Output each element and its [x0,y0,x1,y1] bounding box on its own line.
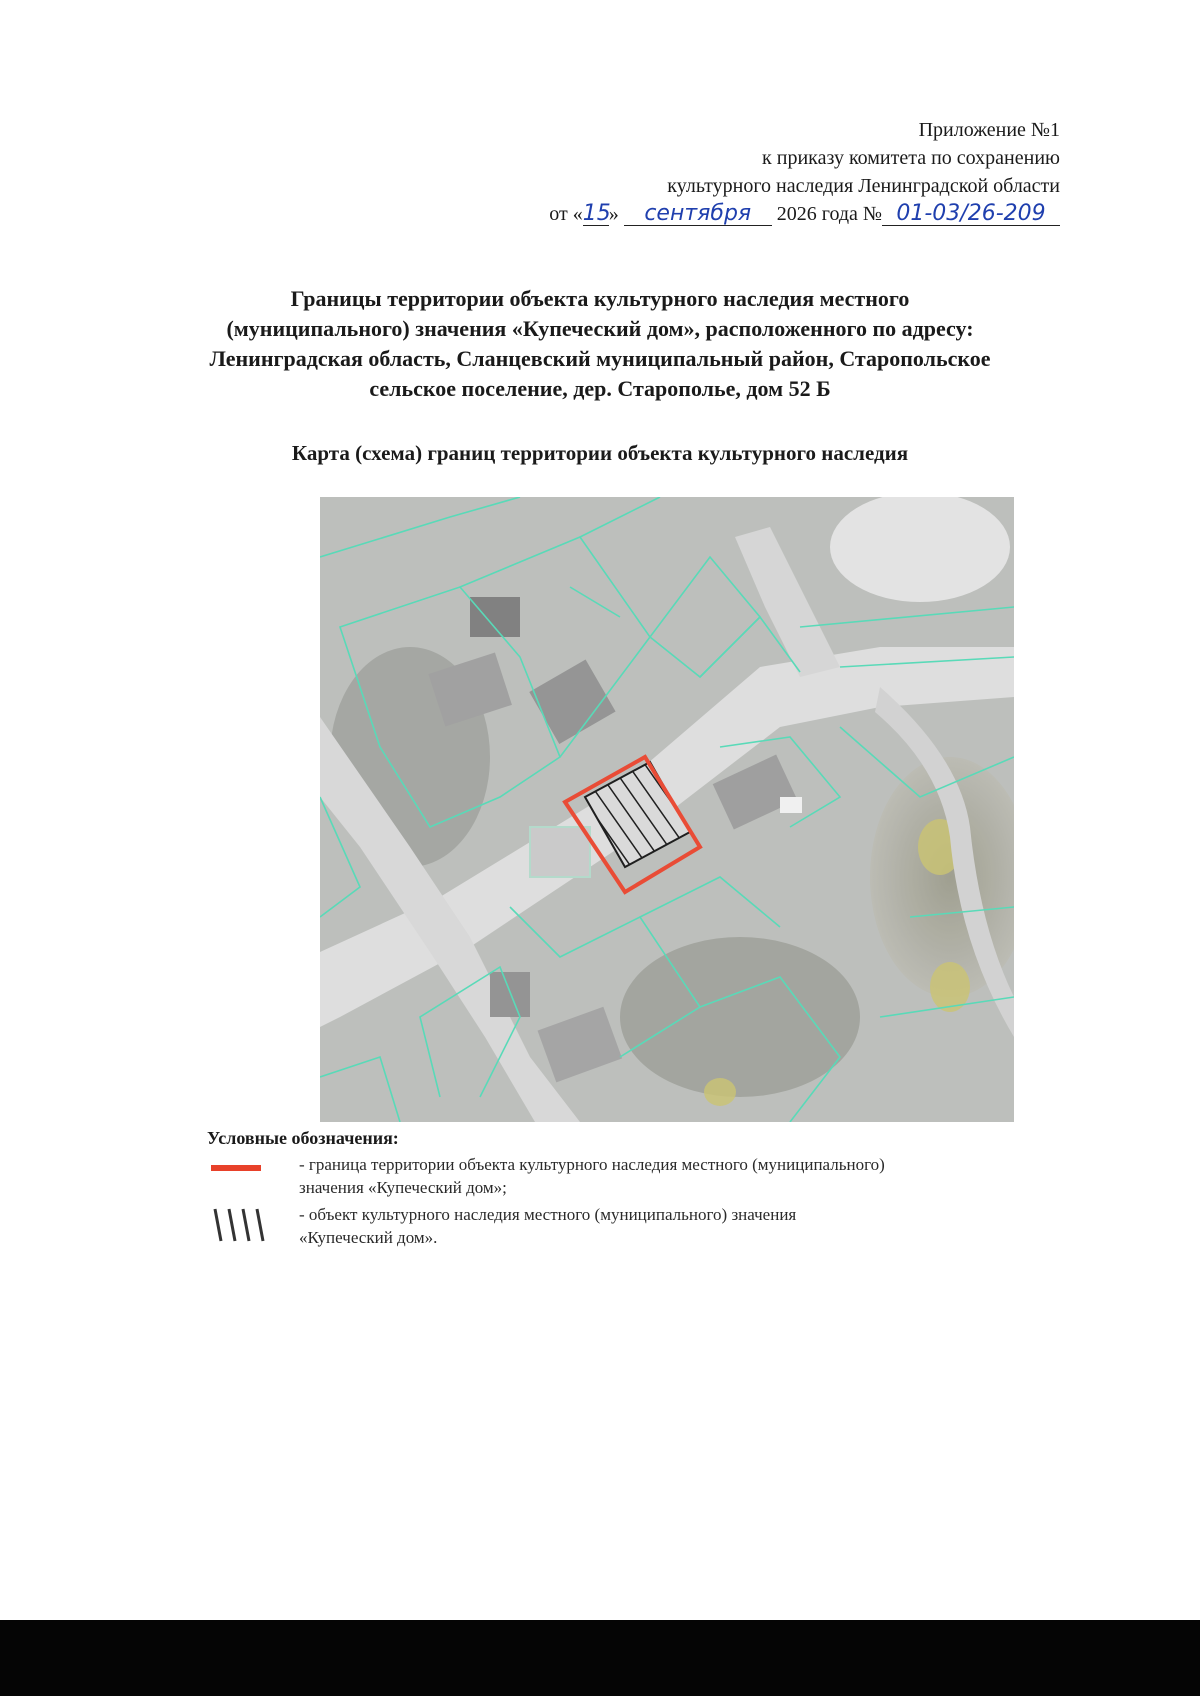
appendix-header [549,116,1060,228]
handwritten-day: 15 [582,201,611,226]
hatch-icon [207,1203,269,1245]
aerial-map [320,497,1014,1122]
document-title [80,284,1120,404]
legend-item-boundary-line-1: - граница территории объекта культурного наследия местного (муниципального) [299,1155,885,1174]
map-subtitle: Карта (схема) границ территории объекта культурного наследия [291,441,909,465]
appendix-line-1: Приложение №1 [918,119,1060,141]
legend-item-object-text [299,1203,1200,1249]
scan-bottom-edge [0,1620,1200,1696]
title-line-4: сельское поселение, дер. Старополье, дом 52 Б [369,376,831,401]
legend-title: Условные обозначения: [207,1128,399,1148]
title-line-1: Границы территории объекта культурного наследия местного [290,286,910,311]
legend-item-boundary [207,1153,1200,1203]
scan-overlay [320,497,1014,1122]
date-mid: » [608,203,619,225]
red-line-icon [207,1153,267,1183]
appendix-line-2: к приказу комитета по сохранению [762,147,1060,169]
appendix-date-line [549,200,1060,228]
handwritten-number: 01-03/26-209 [882,203,1060,226]
title-line-3: Ленинградская область, Сланцевский муниципальный район, Старопольское [209,346,991,371]
handwritten-month: сентября [624,203,772,226]
title-line-2: (муниципального) значения «Купеческий дом», расположенного по адресу: [226,316,974,341]
legend-item-boundary-line-2: значения «Купеческий дом»; [299,1178,507,1197]
legend-item-object [207,1203,1200,1253]
date-prefix: от « [549,203,583,225]
legend-item-object-line-1: - объект культурного наследия местного (муниципального) значения [299,1205,797,1224]
year-text: 2026 года № [776,203,882,225]
legend-item-boundary-text [299,1153,1200,1199]
legend-item-object-line-2: «Купеческий дом». [299,1228,438,1247]
appendix-line-3: культурного наследия Ленинградской области [667,175,1060,197]
